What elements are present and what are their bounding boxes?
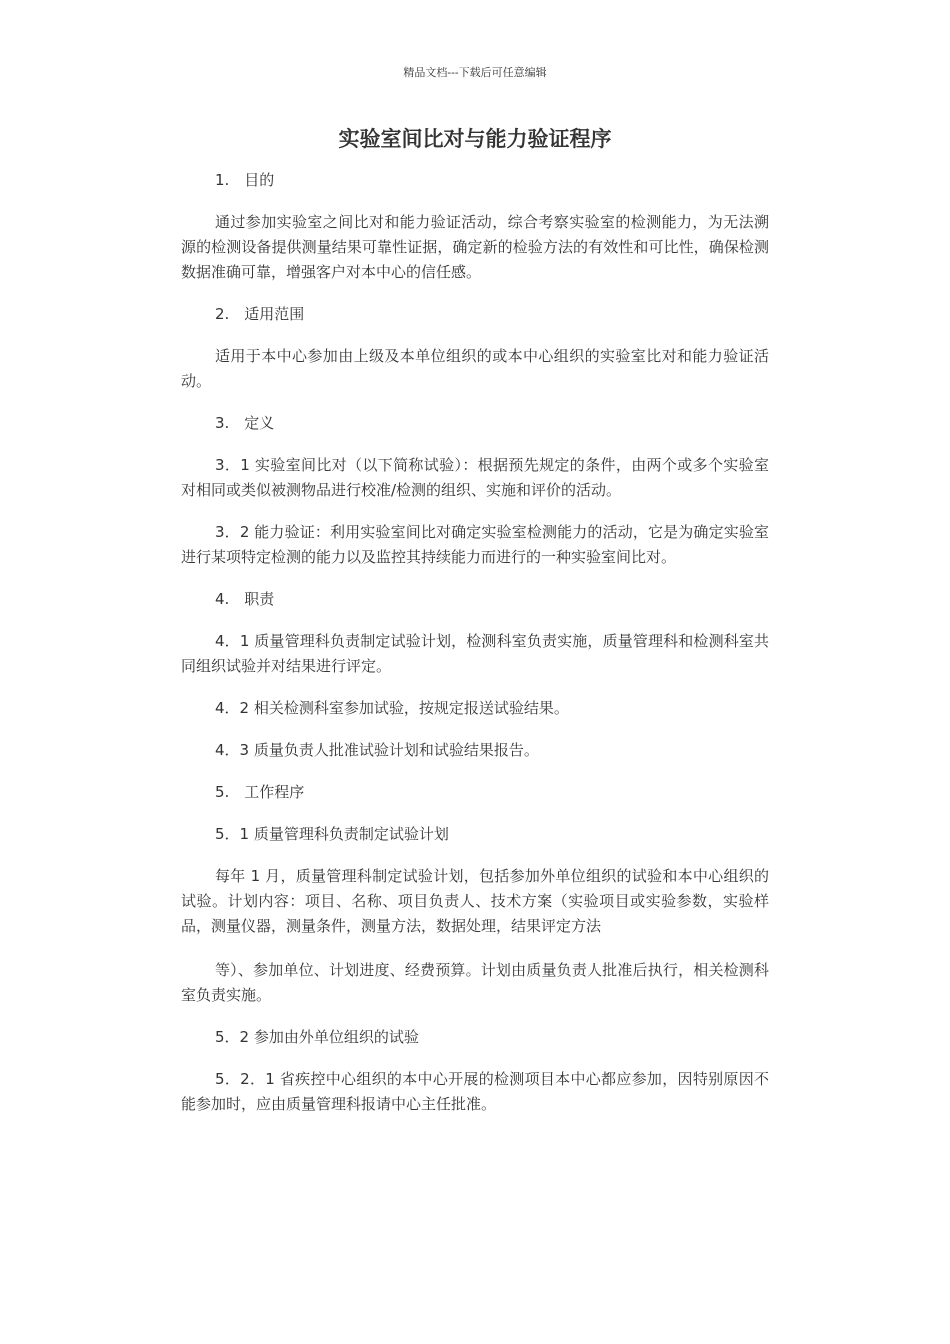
paragraph-annual-plan-continued: 等）、参加单位、计划进度、经费预算。计划由质量负责人批准后执行，相关检测科室负责实施。 bbox=[181, 961, 769, 1004]
paragraph-definition-3-1: 3．1 实验室间比对（以下简称试验）：根据预先规定的条件，由两个或多个实验室对相同或类似被测物品进行校准/检测的组织、实施和评价的活动。 bbox=[181, 456, 769, 499]
paragraph-procedure-5-1: 5．1 质量管理科负责制定试验计划 bbox=[215, 825, 449, 843]
section-heading-scope: 2. 适用范围 bbox=[215, 305, 305, 323]
paragraph-purpose: 通过参加实验室之间比对和能力验证活动，综合考察实验室的检测能力，为无法溯源的检测设备提供测量结果可靠性证据，确定新的检验方法的有效性和可比性，确保检测数据准确可靠，增强客户对本中心的信任感。 bbox=[181, 213, 769, 281]
section-heading-responsibilities: 4. 职责 bbox=[215, 590, 275, 608]
paragraph-responsibility-4-3: 4．3 质量负责人批准试验计划和试验结果报告。 bbox=[215, 741, 539, 759]
paragraph-responsibility-4-1: 4．1 质量管理科负责制定试验计划，检测科室负责实施，质量管理科和检测科室共同组织试验并对结果进行评定。 bbox=[181, 632, 769, 675]
paragraph-scope: 适用于本中心参加由上级及本单位组织的或本中心组织的实验室比对和能力验证活动。 bbox=[181, 347, 769, 390]
page-header: 精品文档---下载后可任意编辑 bbox=[403, 66, 547, 79]
section-heading-definitions: 3. 定义 bbox=[215, 414, 275, 432]
document-title: 实验室间比对与能力验证程序 bbox=[338, 127, 612, 151]
paragraph-procedure-5-2: 5．2 参加由外单位组织的试验 bbox=[215, 1028, 419, 1046]
section-heading-procedure: 5. 工作程序 bbox=[215, 783, 305, 801]
document-body bbox=[181, 168, 769, 1134]
paragraph-definition-3-2: 3．2 能力验证：利用实验室间比对确定实验室检测能力的活动，它是为确定实验室进行某项特定检测的能力以及监控其持续能力而进行的一种实验室间比对。 bbox=[181, 523, 769, 566]
section-heading-purpose: 1. 目的 bbox=[215, 171, 275, 189]
paragraph-responsibility-4-2: 4．2 相关检测科室参加试验，按规定报送试验结果。 bbox=[215, 699, 569, 717]
paragraph-annual-plan: 每年 1 月，质量管理科制定试验计划，包括参加外单位组织的试验和本中心组织的试验。计划内容：项目、名称、项目负责人、技术方案（实验项目或实验参数，实验样品，测量仪器，测量条件，测量方法，数据处理，结果评定方法 bbox=[181, 867, 769, 935]
paragraph-procedure-5-2-1: 5．2．1 省疾控中心组织的本中心开展的检测项目本中心都应参加，因特别原因不能参加时，应由质量管理科报请中心主任批准。 bbox=[181, 1070, 769, 1113]
